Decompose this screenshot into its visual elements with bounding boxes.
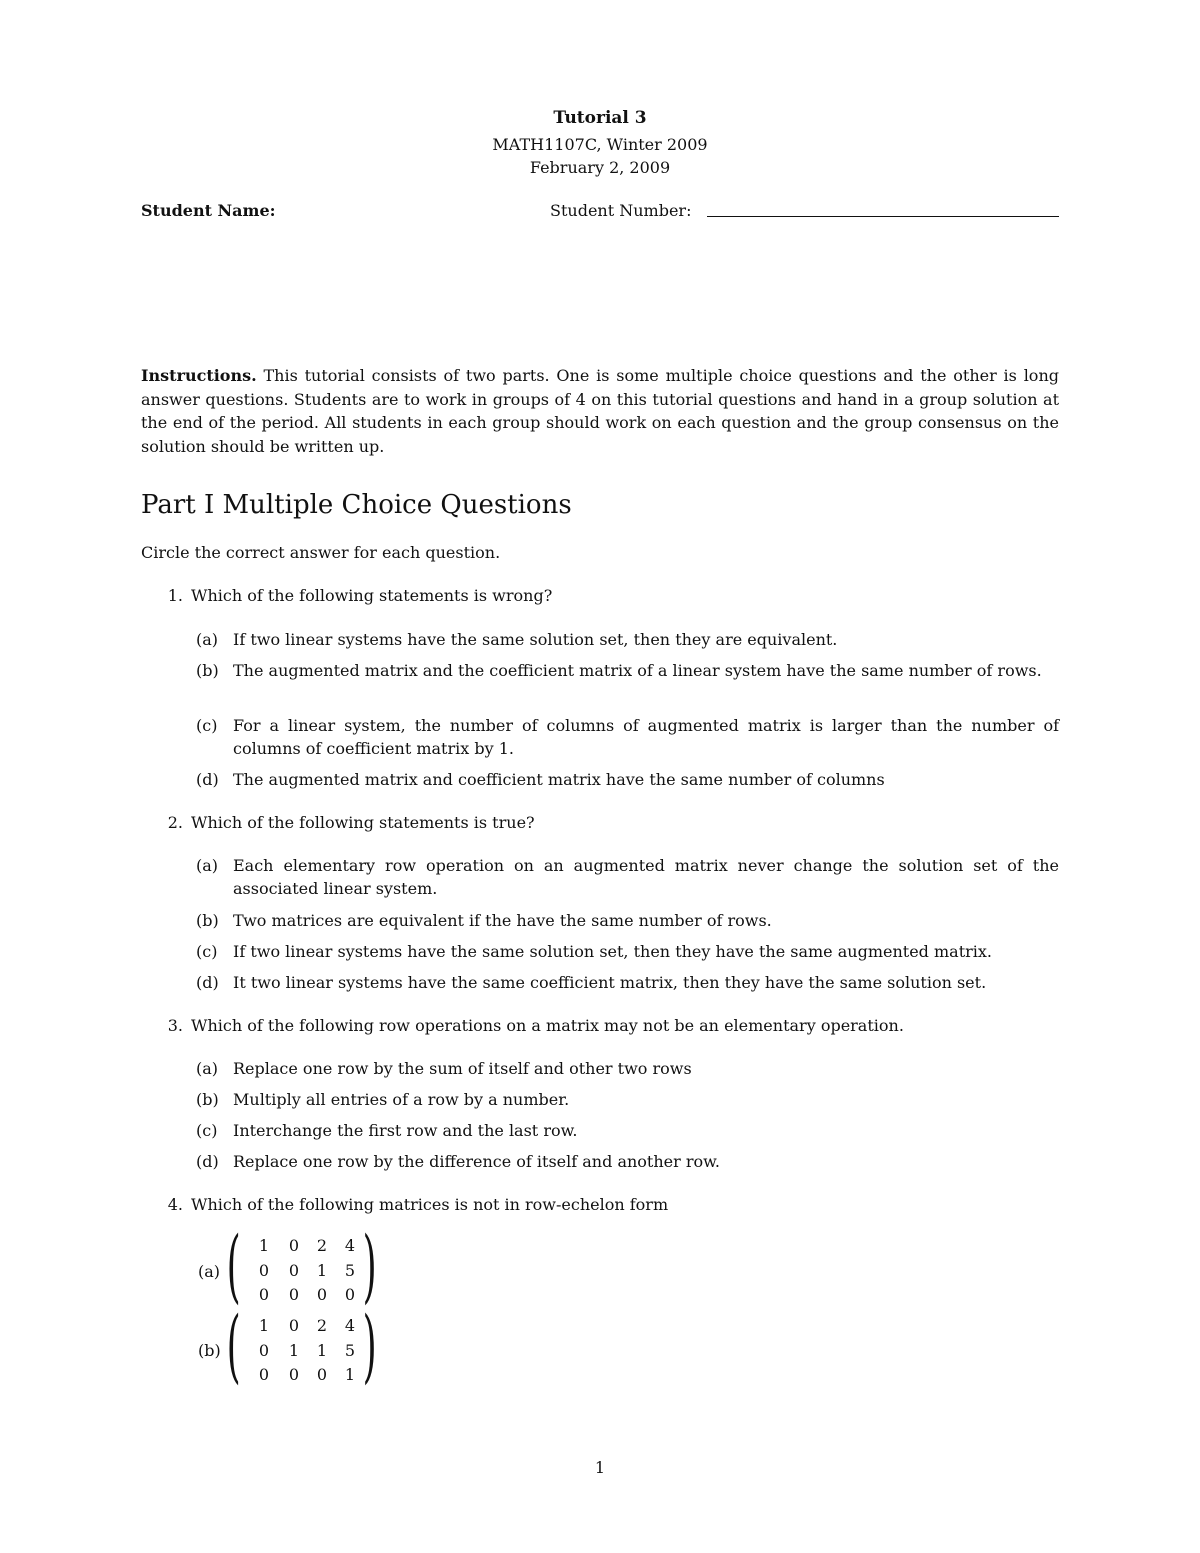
matrix-cell: 2 <box>316 1236 328 1255</box>
matrix-cell: 0 <box>316 1285 328 1304</box>
option-label: (d) <box>196 973 219 992</box>
matrix-cell: 1 <box>344 1365 356 1384</box>
course-line: MATH1107C, Winter 2009 <box>492 135 708 154</box>
question-number: 4. <box>167 1195 183 1214</box>
matrix-cell: 0 <box>258 1341 270 1360</box>
matrix-cell: 5 <box>344 1341 356 1360</box>
matrix-cell: 1 <box>288 1341 300 1360</box>
option-text: Multiply all entries of a row by a number. <box>233 1090 570 1109</box>
option-text: The augmented matrix and coefficient matrix have the same number of columns <box>233 770 885 789</box>
matrix-cell: 0 <box>288 1316 300 1335</box>
matrix-cell: 1 <box>316 1341 328 1360</box>
question-text: Which of the following statements is true? <box>191 813 535 832</box>
instructions-text: This tutorial consists of two parts. One is some multiple choice questions and the other is long answer questions. Students are to work in groups of 4 on this tutorial questions and hand in a group solution at the end of the period. All students in each group should work on each question and the group consensus on the solution should be written up. <box>141 366 1059 456</box>
option-label: (d) <box>196 1152 219 1171</box>
option-text: Two matrices are equivalent if the have the same number of rows. <box>233 911 772 930</box>
option-label: (c) <box>196 1121 218 1140</box>
option-text: Each elementary row operation on an augmented matrix never change the solution set of the associated linear system. <box>233 856 1059 898</box>
instructions-paragraph <box>141 364 1059 458</box>
matrix-cell: 1 <box>258 1316 270 1335</box>
matrix-a-label: (a) <box>198 1262 221 1281</box>
matrix-cell: 1 <box>316 1261 328 1280</box>
matrix-cell: 4 <box>344 1316 356 1335</box>
instructions-label: Instructions. <box>141 366 257 385</box>
option-label: (c) <box>196 716 218 735</box>
document-title: Tutorial 3 <box>553 108 647 128</box>
left-paren: ( <box>226 1299 241 1392</box>
matrix-cell: 0 <box>288 1285 300 1304</box>
right-paren: ) <box>362 1299 377 1392</box>
option-text: The augmented matrix and the coefficient matrix of a linear system have the same number of rows. <box>233 661 1042 680</box>
option-label: (b) <box>196 1090 219 1109</box>
part1-heading: Part I Multiple Choice Questions <box>141 490 572 520</box>
option-text: If two linear systems have the same solution set, then they are equivalent. <box>233 630 838 649</box>
option-text: For a linear system, the number of columns of augmented matrix is larger than the number of columns of coefficient matrix by 1. <box>233 716 1059 758</box>
option-label: (b) <box>196 911 219 930</box>
student-name-label: Student Name: <box>141 201 276 220</box>
matrix-cell: 0 <box>288 1261 300 1280</box>
matrix-b <box>224 1299 394 1392</box>
question-text: Which of the following matrices is not in row-echelon form <box>191 1195 669 1214</box>
matrix-cell: 4 <box>344 1236 356 1255</box>
matrix-cell: 0 <box>258 1285 270 1304</box>
matrix-b-label: (b) <box>198 1341 221 1360</box>
option-text: Replace one row by the difference of itself and another row. <box>233 1152 721 1171</box>
option-text: Replace one row by the sum of itself and other two rows <box>233 1059 692 1078</box>
option-label: (b) <box>196 661 219 680</box>
question-text: Which of the following statements is wrong? <box>191 586 553 605</box>
student-number-label: Student Number: <box>550 201 692 220</box>
option-text: If two linear systems have the same solution set, then they have the same augmented matrix. <box>233 942 992 961</box>
option-label: (c) <box>196 942 218 961</box>
right-paren: ) <box>362 1219 377 1312</box>
matrix-cell: 0 <box>344 1285 356 1304</box>
matrix-cell: 0 <box>316 1365 328 1384</box>
question-number: 3. <box>167 1016 183 1035</box>
matrix-cell: 0 <box>288 1365 300 1384</box>
matrix-cell: 1 <box>258 1236 270 1255</box>
student-number-blank <box>707 216 1059 217</box>
date-line: February 2, 2009 <box>529 158 671 177</box>
question-text: Which of the following row operations on a matrix may not be an elementary operation. <box>191 1016 904 1035</box>
matrix-cell: 2 <box>316 1316 328 1335</box>
left-paren: ( <box>226 1219 241 1312</box>
matrix-cell: 0 <box>258 1261 270 1280</box>
matrix-cell: 0 <box>258 1365 270 1384</box>
option-label: (a) <box>196 856 219 875</box>
part1-intro: Circle the correct answer for each question. <box>141 543 501 562</box>
option-text: Interchange the first row and the last row. <box>233 1121 578 1140</box>
page-number: 1 <box>594 1458 606 1477</box>
option-label: (a) <box>196 1059 219 1078</box>
option-label: (d) <box>196 770 219 789</box>
option-text: It two linear systems have the same coefficient matrix, then they have the same solution set. <box>233 973 987 992</box>
option-label: (a) <box>196 630 219 649</box>
matrix-cell: 5 <box>344 1261 356 1280</box>
matrix-cell: 0 <box>288 1236 300 1255</box>
question-number: 1. <box>167 586 183 605</box>
question-number: 2. <box>167 813 183 832</box>
